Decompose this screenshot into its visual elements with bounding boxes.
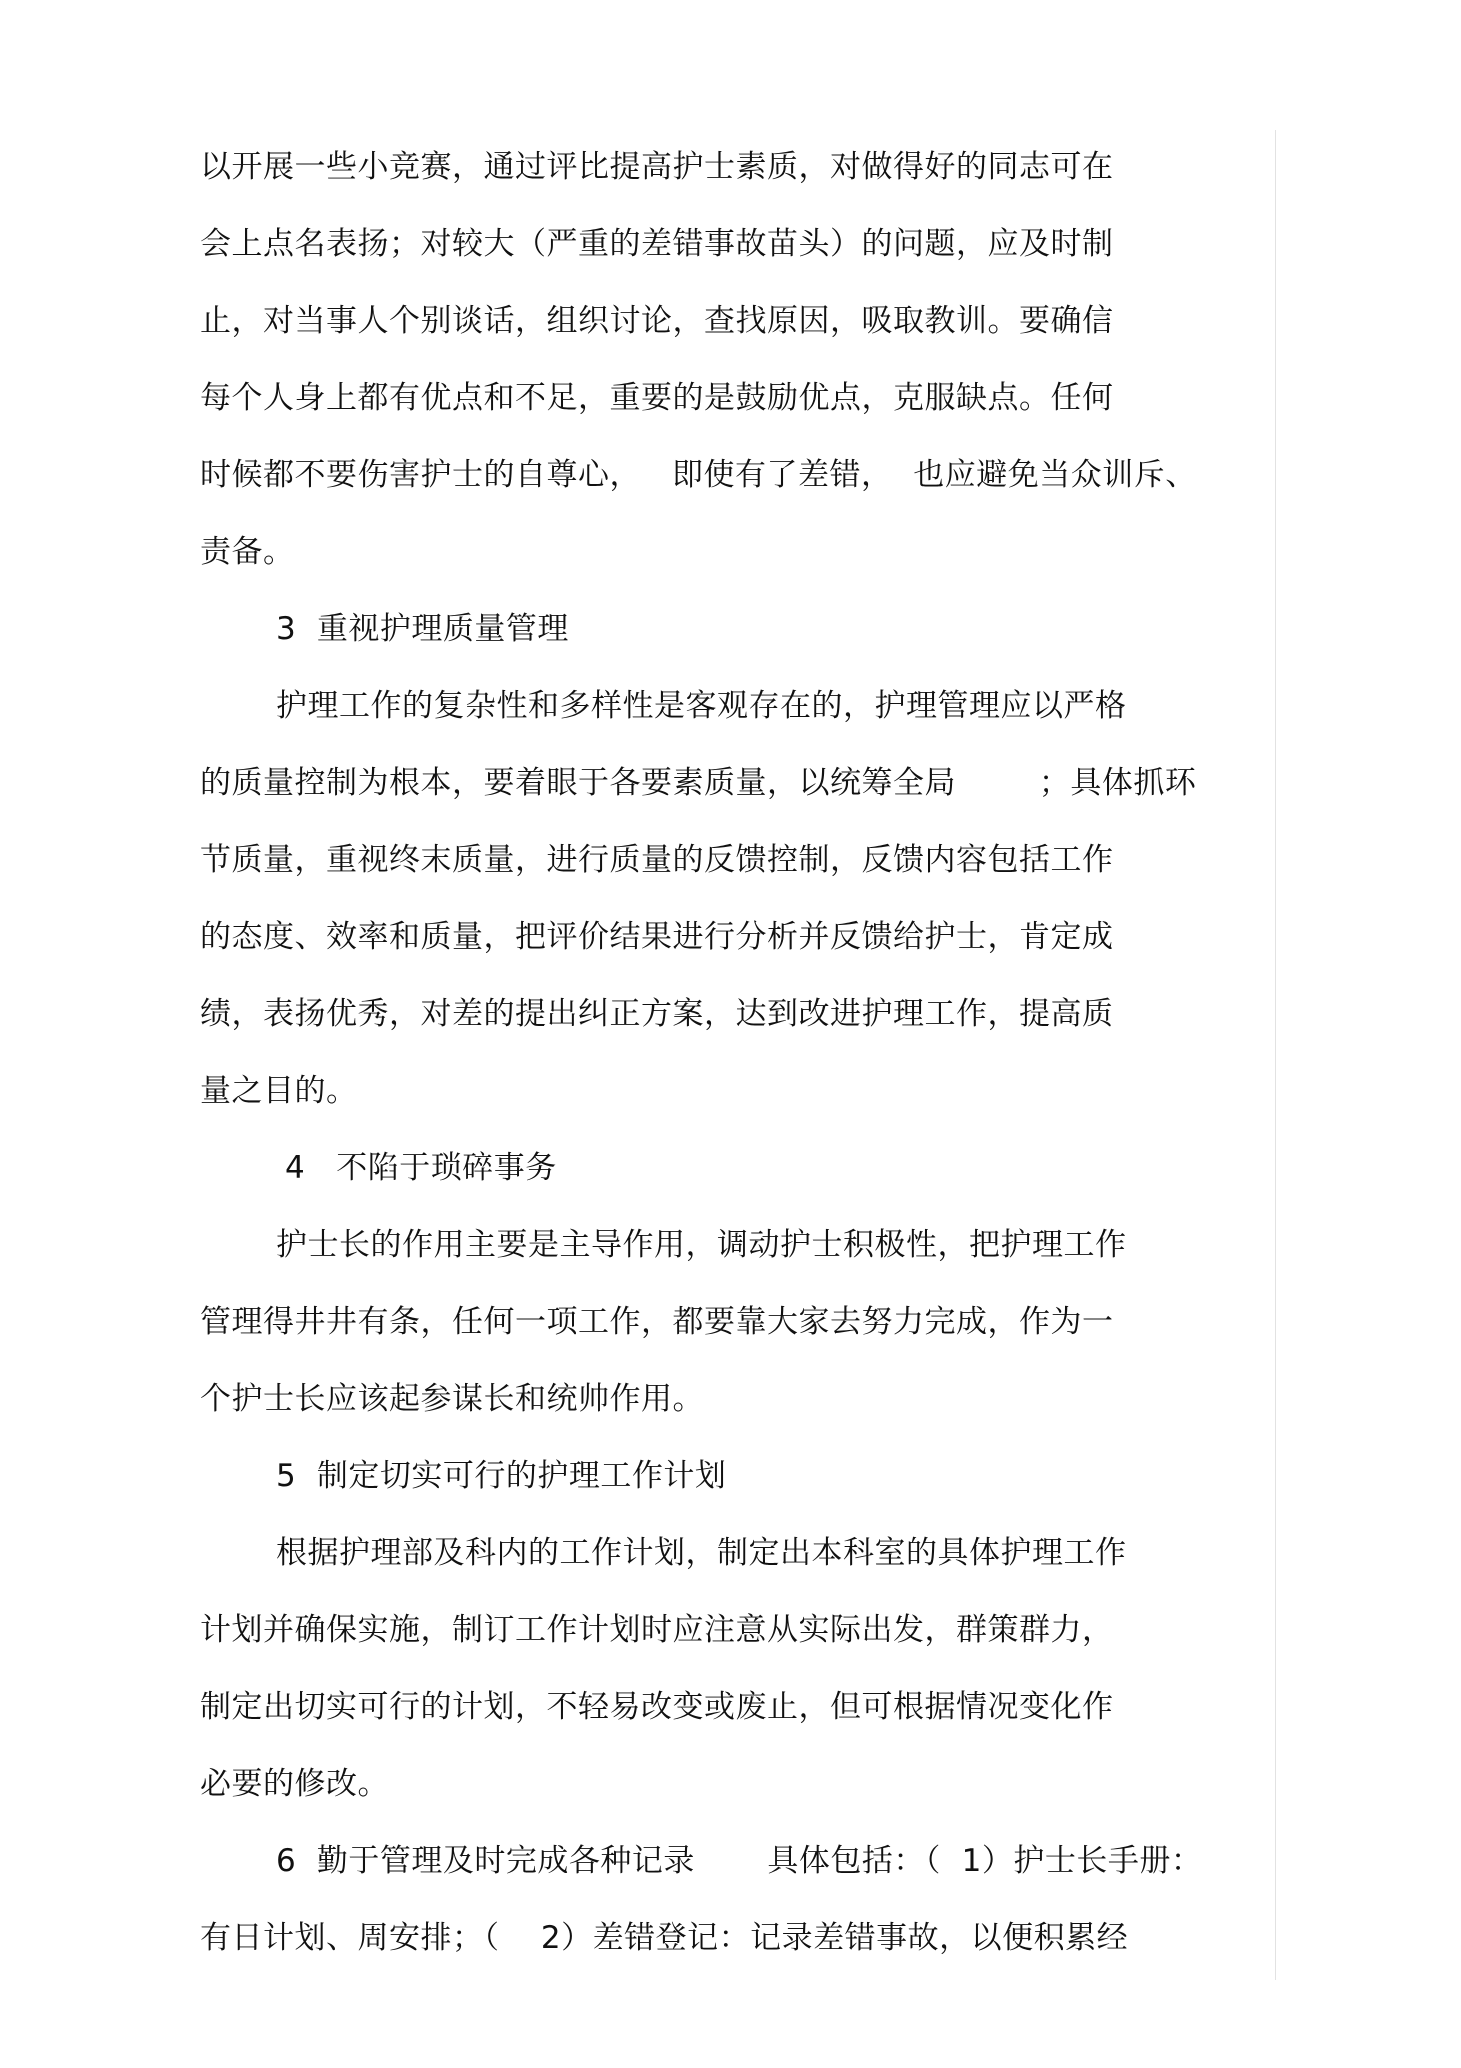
text-line: 以开展一些小竞赛，通过评比提高护士素质，对做得好的同志可在 (200, 149, 1114, 185)
text-line: 管理得井井有条，任何一项工作，都要靠大家去努力完成，作为一 (200, 1304, 1114, 1340)
page-edge-rule (1275, 130, 1276, 1980)
text-line: 计划并确保实施，制订工作计划时应注意从实际出发，群策群力， (200, 1612, 1114, 1648)
text-line: 的质量控制为根本，要着眼于各要素质量，以统筹全局 ；具体抓环 (200, 765, 1197, 801)
text-line: 节质量，重视终末质量，进行质量的反馈控制，反馈内容包括工作 (200, 842, 1114, 878)
text-line: 责备。 (200, 534, 295, 570)
section-heading: 5 制定切实可行的护理工作计划 (276, 1458, 727, 1494)
text-line: 会上点名表扬；对较大（严重的差错事故苗头）的问题，应及时制 (200, 226, 1114, 262)
paragraph-first-line: 护士长的作用主要是主导作用，调动护士积极性，把护理工作 (276, 1227, 1127, 1263)
section-heading: 4 不陷于琐碎事务 (285, 1150, 557, 1186)
paragraph-first-line: 护理工作的复杂性和多样性是客观存在的，护理管理应以严格 (276, 688, 1127, 724)
text-line: 量之目的。 (200, 1073, 358, 1109)
section-heading: 6 勤于管理及时完成各种记录 具体包括：（ 1）护士长手册： (276, 1843, 1203, 1879)
text-line: 止，对当事人个别谈话，组织讨论，查找原因，吸取教训。要确信 (200, 303, 1114, 339)
text-line: 绩，表扬优秀，对差的提出纠正方案，达到改进护理工作，提高质 (200, 996, 1114, 1032)
text-line: 的态度、效率和质量，把评价结果进行分析并反馈给护士，肯定成 (200, 919, 1114, 955)
text-line: 有日计划、周安排；（ 2）差错登记：记录差错事故，以便积累经 (200, 1920, 1129, 1956)
paragraph-first-line: 根据护理部及科内的工作计划，制定出本科室的具体护理工作 (276, 1535, 1127, 1571)
text-line: 时候都不要伤害护士的自尊心， 即使有了差错， 也应避免当众训斥、 (200, 457, 1197, 493)
text-line: 必要的修改。 (200, 1766, 389, 1802)
section-heading: 3 重视护理质量管理 (276, 611, 569, 647)
text-line: 个护士长应该起参谋长和统帅作用。 (200, 1381, 704, 1417)
text-line: 每个人身上都有优点和不足，重要的是鼓励优点，克服缺点。任何 (200, 380, 1114, 416)
text-line: 制定出切实可行的计划，不轻易改变或废止，但可根据情况变化作 (200, 1689, 1114, 1725)
